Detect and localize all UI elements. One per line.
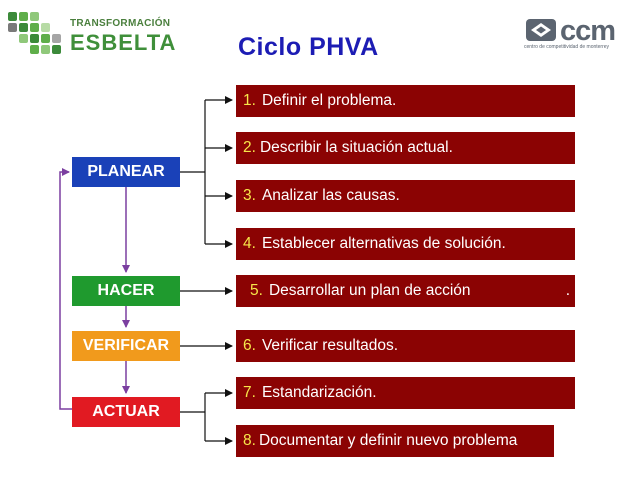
- planear-branch: [180, 100, 232, 244]
- step-1: [236, 85, 575, 117]
- phase-planear: PLANEAR: [72, 157, 180, 187]
- step-text: Desarrollar un plan de acción: [268, 282, 471, 299]
- page-title: Ciclo PHVA: [238, 33, 379, 61]
- step-text: Verificar resultados.: [261, 337, 399, 354]
- step-7: [236, 377, 575, 409]
- step-2: [236, 132, 575, 164]
- step-trailing: .: [565, 282, 570, 299]
- step-number: 4.: [243, 235, 256, 252]
- step-8: [236, 425, 554, 457]
- actuar-branch: [180, 393, 232, 441]
- step-number: 1.: [243, 92, 256, 109]
- step-text: Definir el problema.: [261, 92, 397, 109]
- ccm-emblem-icon: [524, 17, 558, 43]
- ccm-tagline: centro de competitividad de monterrey: [524, 44, 610, 50]
- phase-hacer: HACER: [72, 276, 180, 306]
- step-text: Analizar las causas.: [261, 187, 400, 204]
- step-text: Describir la situación actual.: [259, 139, 453, 156]
- step-4: [236, 228, 575, 260]
- step-number: 6.: [243, 337, 256, 354]
- ccm-logo: [524, 17, 624, 51]
- step-number: 2.: [243, 139, 256, 156]
- step-5: [236, 275, 575, 307]
- step-number: 5.: [250, 282, 263, 299]
- ccm-name: ccm: [560, 15, 616, 47]
- transformacion-esbelta-logo: [8, 4, 177, 64]
- step-text: Estandarización.: [261, 384, 377, 401]
- step-text: Establecer alternativas de solución.: [261, 235, 506, 252]
- phase-verificar: VERIFICAR: [72, 331, 180, 361]
- logo-line2: ESBELTA: [70, 30, 177, 55]
- phase-actuar: ACTUAR: [72, 397, 180, 427]
- step-number: 7.: [243, 384, 256, 401]
- step-3: [236, 180, 575, 212]
- logo-line1: TRANSFORMACIÓN: [70, 18, 171, 29]
- step-number: 8.: [243, 432, 256, 449]
- step-6: [236, 330, 575, 362]
- step-number: 3.: [243, 187, 256, 204]
- step-text: Documentar y definir nuevo problema: [258, 432, 518, 449]
